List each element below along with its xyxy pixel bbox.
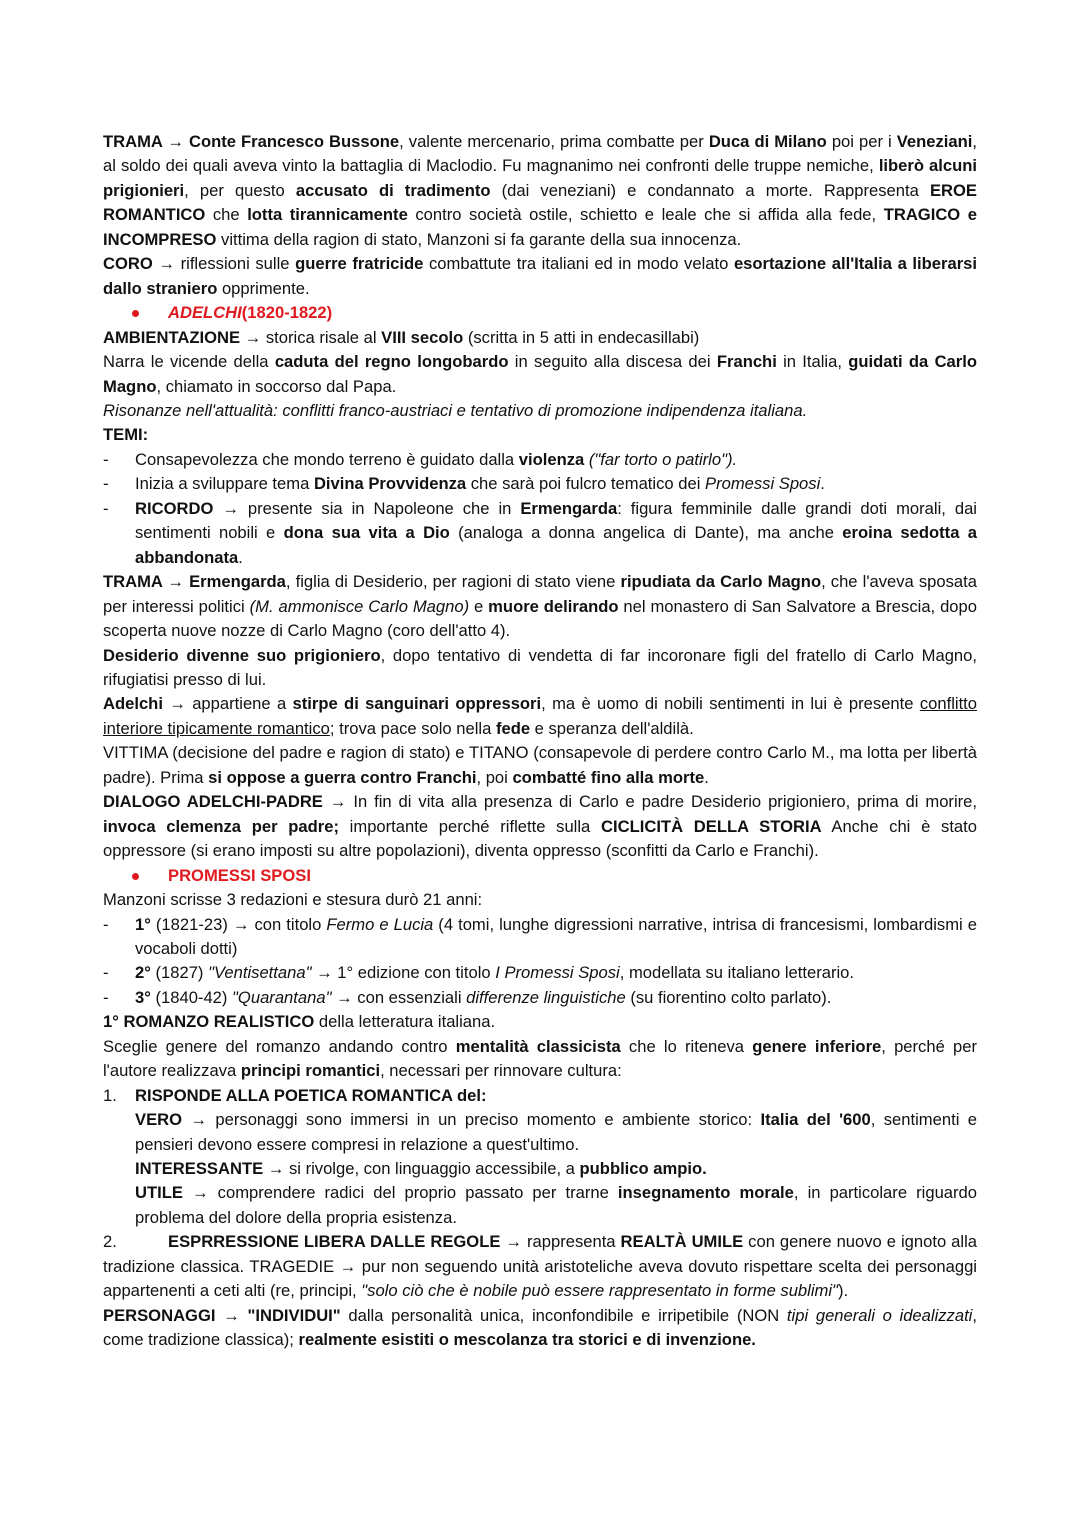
text-span: e speranza dell'aldilà. xyxy=(530,718,694,738)
text-span: DIALOGO ADELCHI-PADRE → xyxy=(103,792,347,812)
vittima-paragraph xyxy=(103,741,977,790)
text-span: guidati da Carlo Magno xyxy=(103,352,977,396)
text-span: , poi xyxy=(476,767,513,787)
text-span: , che l'aveva sposata per interessi politici xyxy=(103,572,977,616)
section-years: (1820-1822) xyxy=(241,303,333,323)
coro-paragraph xyxy=(103,252,977,301)
text-span: , chiamato in soccorso dal Papa. xyxy=(156,376,397,396)
text-span: liberò alcuni prigionieri xyxy=(103,156,977,200)
text-span: e xyxy=(469,596,489,616)
text-span: REALTÀ UMILE xyxy=(620,1232,744,1252)
text-span: Italia del '600 xyxy=(760,1110,871,1130)
text-span: ripudiata da Carlo Magno xyxy=(620,572,822,592)
narra-paragraph xyxy=(103,350,977,399)
text-span: (su fiorentino colto parlato). xyxy=(625,987,832,1007)
text-span: storica risale al xyxy=(261,327,382,347)
text-span: RICORDO → xyxy=(135,498,239,518)
text-span: . xyxy=(704,767,709,787)
text-span: opprimente. xyxy=(217,278,310,298)
espressione-paragraph xyxy=(103,1230,977,1303)
text-span: poi per i xyxy=(826,132,897,151)
text-span: I Promessi Sposi xyxy=(495,963,620,983)
text-span: , al soldo dei quali aveva vinto la battaglia di Maclodio. Fu magnanimo nei confronti delle truppe nemiche, xyxy=(103,132,978,176)
dash-marker: - xyxy=(103,449,109,469)
text-span: differenze linguistiche xyxy=(466,987,626,1007)
dash-marker: - xyxy=(103,474,109,494)
trama-paragraph xyxy=(103,130,977,252)
text-span: presente sia in Napoleone che in xyxy=(238,498,521,518)
text-span: realmente esistiti o mescolanza tra storici e di invenzione. xyxy=(298,1330,756,1350)
text-span: (1827) xyxy=(150,963,209,983)
text-span: tipi generali o idealizzati xyxy=(786,1305,973,1325)
text-span: , sentimenti e pensieri devono essere compresi in relazione a quest'ultimo. xyxy=(135,1110,978,1154)
romanzo-paragraph xyxy=(103,1010,977,1034)
text-span: 2° xyxy=(135,963,151,983)
trama-label: TRAMA → Ermengarda xyxy=(103,572,286,592)
text-span: dona sua vita a Dio xyxy=(283,523,450,543)
text-span: VITTIMA (decisione del padre e ragion di stato) e TITANO (consapevole di perdere contro Carlo M., ma lotta per libertà padre). Prima xyxy=(103,743,977,787)
text-span: 1° edizione con titolo xyxy=(332,963,496,983)
text-span: , necessari per rinnovare cultura: xyxy=(380,1061,622,1081)
text-span: che sarà poi fulcro tematico dei xyxy=(466,474,705,494)
text-span: mentalità classicista xyxy=(455,1036,621,1056)
text-span: , modellata su italiano letterario. xyxy=(619,963,855,983)
text-span: PERSONAGGI → "INDIVIDUI" xyxy=(103,1305,341,1325)
text-span: combatté fino alla morte xyxy=(512,767,705,787)
redazione-item xyxy=(103,986,977,1010)
text-span: , dopo tentativo di vendetta di far incoronare figli del fratello di Carlo Magno, rifugiatisi presso di lui. xyxy=(103,645,978,689)
text-span: in Italia, xyxy=(776,352,849,372)
text-span: Anche chi è stato oppressore (si erano imposti su altre popolazioni), diventa oppresso (sconfitti da Carlo e Franchi). xyxy=(103,816,977,861)
text-span: fede xyxy=(495,718,531,738)
text-span: della letteratura italiana. xyxy=(314,1012,496,1032)
text-span: con essenziali xyxy=(352,987,467,1007)
trama-label: TRAMA → Conte Francesco Bussone xyxy=(103,132,400,151)
text-span: VERO xyxy=(135,1110,183,1130)
dash-marker: - xyxy=(103,914,109,934)
temi-item xyxy=(103,448,977,472)
trama-adelchi-paragraph xyxy=(103,570,977,643)
text-span: invoca clemenza per padre; xyxy=(103,816,339,836)
text-span: CICLICITÀ DELLA STORIA xyxy=(601,816,822,836)
text-span: TRAGICO e INCOMPRESO xyxy=(103,205,977,249)
text-span: (M. ammonisce Carlo Magno) xyxy=(249,596,470,616)
text-span: Desiderio divenne suo prigioniero xyxy=(103,645,381,665)
text-span: che xyxy=(205,205,248,225)
dash-marker: - xyxy=(103,498,109,518)
text-span: (1821-23) → con titolo xyxy=(150,914,327,934)
section-title: PROMESSI SPOSI xyxy=(168,865,311,885)
genere-paragraph xyxy=(103,1035,977,1084)
text-span: : figura femminile dalle grandi doti morali, dai sentimenti nobili e xyxy=(135,498,977,543)
text-span: Veneziani xyxy=(896,132,973,151)
text-span: (dai veneziani) e condannato a morte. Rappresenta xyxy=(490,180,930,200)
list-number: 2. xyxy=(103,1232,117,1252)
text-span: contro società ostile, schietto e leale che si affida alla fede, xyxy=(407,205,884,225)
text-span: ). xyxy=(837,1281,849,1301)
text-span: Adelchi → xyxy=(103,694,186,714)
text-span: , valente mercenario, prima combatte per xyxy=(399,132,709,151)
text-span: lotta tirannicamente xyxy=(247,205,408,225)
text-span: 1° xyxy=(135,914,151,934)
text-span: Fermo e Lucia xyxy=(326,914,434,934)
text-span: → personaggi sono immersi in un preciso momento e ambiente storico: xyxy=(182,1110,761,1130)
text-span: Duca di Milano xyxy=(708,132,827,151)
text-span: combattute tra italiani ed in modo velato xyxy=(423,254,734,274)
text-span: si oppose a guerra contro Franchi xyxy=(208,767,477,787)
text-span: stirpe di sanguinari oppressori xyxy=(292,694,542,714)
text-span: esortazione all'Italia a liberarsi dallo straniero xyxy=(103,254,977,298)
text-span: conflitto interiore tipicamente romantico xyxy=(103,694,978,738)
text-span: guerre fratricide xyxy=(295,254,424,274)
bullet-icon xyxy=(103,301,168,325)
text-span: rappresenta xyxy=(522,1232,621,1252)
ambientazione-label: AMBIENTAZIONE → xyxy=(103,327,262,347)
text-span: UTILE xyxy=(135,1183,183,1203)
dash-marker: - xyxy=(103,987,109,1007)
text-span: Sceglie genere del romanzo andando contro xyxy=(103,1036,456,1056)
promessi-heading xyxy=(103,864,977,888)
text-span: appartiene a xyxy=(185,694,293,714)
text-span: → si rivolge, con linguaggio accessibile, a xyxy=(263,1159,580,1179)
text-span: genere inferiore xyxy=(752,1036,882,1056)
text-span: insegnamento morale xyxy=(617,1183,794,1203)
text-span: ("far torto o patirlo"). xyxy=(584,449,738,469)
text-span: "Quarantana" → xyxy=(232,987,353,1007)
text-span: in seguito alla discesa dei xyxy=(508,352,717,372)
text-span: Promessi Sposi xyxy=(705,474,821,494)
adelchi-paragraph xyxy=(103,692,977,741)
bullet-icon xyxy=(103,864,168,888)
text-span: → comprendere radici del proprio passato per trarne xyxy=(182,1183,618,1203)
text-span: , come tradizione classica); xyxy=(103,1305,977,1350)
temi-item xyxy=(103,497,977,570)
section-title: ADELCHI xyxy=(168,303,242,323)
list-number: 1. xyxy=(103,1085,117,1105)
text-span: dalla personalità unica, inconfondibile e irripetibile (NON xyxy=(340,1305,787,1325)
text-span: Divina Provvidenza xyxy=(313,474,467,494)
ambientazione-paragraph xyxy=(103,326,977,350)
text-span: riflessioni sulle xyxy=(175,254,296,274)
text-span: 1° ROMANZO REALISTICO xyxy=(103,1012,315,1032)
text-span: eroina sedotta a abbandonata xyxy=(135,523,978,567)
temi-item xyxy=(103,472,977,496)
text-span: , per questo xyxy=(184,180,296,200)
vero-paragraph xyxy=(103,1108,977,1157)
text-span: ; trova pace solo nella xyxy=(329,718,496,738)
text-span: importante perché riflette sulla xyxy=(338,816,602,836)
text-span: , figlia di Desiderio, per ragioni di stato viene xyxy=(285,572,621,592)
adelchi-heading xyxy=(103,301,977,325)
text-span: , perché per l'autore realizzava xyxy=(103,1036,977,1081)
redazione-item xyxy=(103,913,977,962)
dialogo-paragraph xyxy=(103,790,977,863)
text-span: Ermengarda xyxy=(520,498,618,518)
promessi-intro: Manzoni scrisse 3 redazioni e stesura durò 21 anni: xyxy=(103,890,483,910)
text-span: RISPONDE ALLA POETICA ROMANTICA del: xyxy=(135,1085,487,1105)
numbered-item xyxy=(103,1084,977,1108)
text-span: che lo riteneva xyxy=(620,1036,753,1056)
risonanze-paragraph: Risonanze nell'attualità: conflitti franco-austriaci e tentativo di promozione indipendenza italiana. xyxy=(103,400,808,420)
text-span: (1840-42) xyxy=(150,987,233,1007)
text-span: nel monastero di San Salvatore a Brescia, dopo scoperta nuove nozze di Carlo Magno (coro dell'atto 4). xyxy=(103,596,977,641)
text-span: pubblico ampio. xyxy=(579,1159,707,1179)
desiderio-paragraph xyxy=(103,644,977,693)
text-span: VIII secolo xyxy=(381,327,464,347)
text-span: (4 tomi, lunghe digressioni narrative, intrisa di francesismi, lombardismi e vocaboli dotti) xyxy=(135,914,977,958)
text-span: (scritta in 5 atti in endecasillabi) xyxy=(463,327,700,347)
text-span: vittima della ragion di stato, Manzoni si fa garante della sua innocenza. xyxy=(216,229,742,249)
temi-label: TEMI: xyxy=(103,425,149,445)
text-span: EROE ROMANTICO xyxy=(103,180,977,225)
text-span: accusato di tradimento xyxy=(295,180,491,200)
coro-label: CORO → xyxy=(103,254,175,274)
text-span: (analoga a donna angelica di Dante), ma anche xyxy=(449,523,843,543)
text-span: INTERESSANTE xyxy=(135,1159,264,1179)
text-span: principi romantici xyxy=(240,1061,381,1081)
text-span: muore delirando xyxy=(488,596,619,616)
interessante-paragraph xyxy=(103,1157,977,1181)
text-span: caduta del regno longobardo xyxy=(274,352,509,372)
text-span: . xyxy=(238,547,243,567)
dash-marker: - xyxy=(103,963,109,983)
text-span: . xyxy=(820,474,825,494)
text-span: Franchi xyxy=(716,352,777,372)
text-span: "Ventisettana" → xyxy=(208,963,333,983)
personaggi-paragraph xyxy=(103,1304,977,1353)
redazione-item xyxy=(103,961,977,985)
document-page xyxy=(103,130,977,1353)
text-span: , ma è uomo di nobili sentimenti in lui è presente xyxy=(541,694,920,714)
text-span: , in particolare riguardo problema del dolore della propria esistenza. xyxy=(135,1183,978,1227)
text-span: Inizia a sviluppare tema xyxy=(135,474,314,494)
text-span: Narra le vicende della xyxy=(103,352,275,372)
text-span: In fin di vita alla presenza di Carlo e padre Desiderio prigioniero, prima di morire, xyxy=(346,792,978,812)
text-span: ESPRRESSIONE LIBERA DALLE REGOLE → xyxy=(168,1232,522,1252)
text-span: "solo ciò che è nobile può essere rappresentato in forme sublimi" xyxy=(361,1281,838,1301)
text-span: violenza xyxy=(518,449,585,469)
text-span: con genere nuovo e ignoto alla tradizione classica. TRAGEDIE → pur non seguendo unità aristoteliche aveva dovuto rispettare scelta dei personaggi appartenenti a ceti alti (re, principi, xyxy=(103,1232,977,1301)
utile-paragraph xyxy=(103,1181,977,1230)
text-span: Consapevolezza che mondo terreno è guidato dalla xyxy=(135,449,519,469)
text-span: 3° xyxy=(135,987,151,1007)
